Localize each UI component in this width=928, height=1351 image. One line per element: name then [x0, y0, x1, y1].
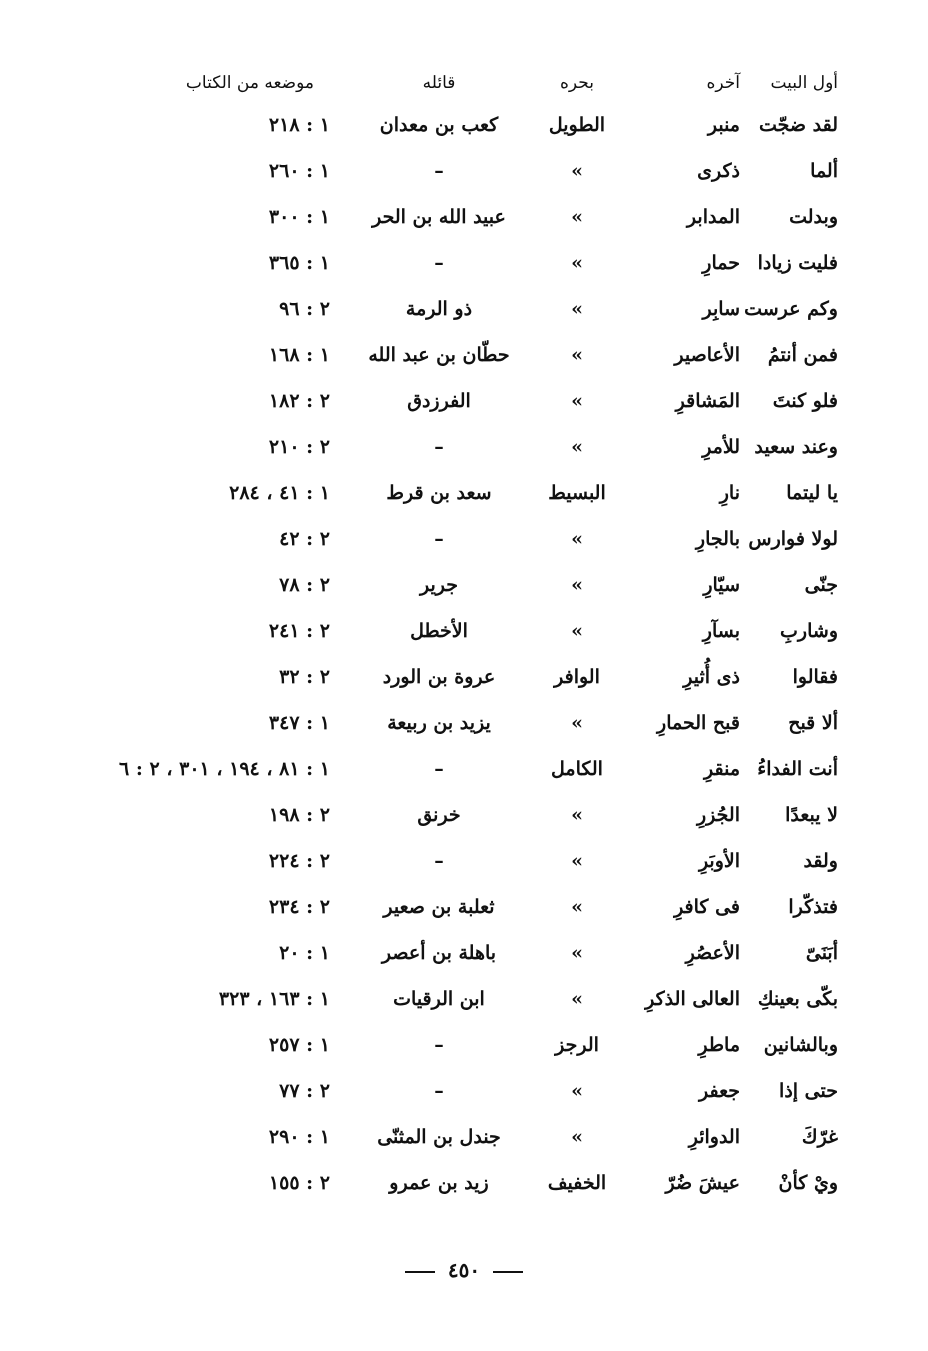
table-row: [48, 1022, 838, 1068]
verse-poet: سعد بن قرط: [386, 482, 492, 504]
verse-poet: عروة بن الورد: [382, 666, 496, 688]
verse-poet: عبيد الله بن الحر: [372, 206, 506, 228]
verse-location: ٢ : ١٩٨: [268, 804, 330, 826]
verse-poet: –: [434, 528, 444, 550]
verse-last-word: ماطرِ: [698, 1034, 740, 1056]
table-row: [48, 194, 838, 240]
verse-location: ٢ : ٧٨: [279, 574, 330, 596]
verse-meter: »: [571, 804, 583, 826]
verse-location: ١ : ٢٩٠: [268, 1126, 330, 1148]
verse-first-word: حتى إذا: [779, 1080, 838, 1102]
verse-last-word: سيّارِ: [703, 574, 740, 596]
verse-location: ١ : ٣٤٧: [268, 712, 330, 734]
verse-poet: ثعلبة بن صعير: [383, 896, 495, 918]
table-row: [48, 148, 838, 194]
verse-last-word: نارِ: [719, 482, 740, 504]
verse-poet: –: [434, 758, 444, 780]
table-row: [48, 516, 838, 562]
verse-poet: –: [434, 1080, 444, 1102]
verse-poet: الفرزدق: [407, 390, 471, 412]
verse-meter: »: [571, 620, 583, 642]
table-row: [48, 286, 838, 332]
page-number-dash: [493, 1271, 523, 1273]
verse-first-word: وبالشانين: [763, 1034, 838, 1056]
table-row: [48, 884, 838, 930]
verse-last-word: الأعاصير: [674, 344, 740, 366]
verse-last-word: الدوائرِ: [688, 1126, 740, 1148]
table-row: [48, 976, 838, 1022]
verse-meter: »: [571, 896, 583, 918]
verse-meter: »: [571, 344, 583, 366]
verse-first-word: فقالوا: [792, 666, 838, 688]
verse-first-word: يا ليتما: [786, 482, 838, 504]
verse-first-word: أنت الفداءُ: [757, 758, 838, 780]
verse-location: ٢ : ٣٢: [279, 666, 330, 688]
verse-last-word: المدابر: [686, 206, 740, 228]
verse-meter: »: [571, 712, 583, 734]
verse-last-word: للأمرِ: [702, 436, 740, 458]
verse-last-word: بالجارِ: [695, 528, 740, 550]
verse-meter: »: [571, 206, 583, 228]
table-row: [48, 102, 838, 148]
verse-location: ٢ : ٤٢: [279, 528, 330, 550]
verse-meter: الكامل: [551, 758, 603, 780]
verse-last-word: عيشَ ضُرّ: [665, 1172, 740, 1194]
verse-first-word: لا يبعدًا: [785, 804, 838, 826]
verse-location: ١ : ٢٠: [279, 942, 330, 964]
verse-last-word: قبح الحمارِ: [657, 712, 740, 734]
verse-first-word: أبَنَىّ: [805, 942, 838, 964]
verse-last-word: بسآرِ: [702, 620, 740, 642]
verse-first-word: وشاربِ: [780, 620, 838, 642]
verse-poet: باهلة بن أعصر: [381, 942, 497, 964]
verse-meter: »: [571, 160, 583, 182]
verse-location: ٢ : ٢٤١: [268, 620, 330, 642]
verse-last-word: الجُزرِ: [697, 804, 740, 826]
verse-last-word: جعفر: [698, 1080, 740, 1102]
verse-location: ١ : ٢١٨: [268, 114, 330, 136]
verse-meter: الرجز: [555, 1034, 599, 1056]
verse-last-word: منقرِ: [703, 758, 740, 780]
verse-meter: »: [571, 390, 583, 412]
verse-location: ٢ : ٢٢٤: [268, 850, 330, 872]
verse-meter: »: [571, 942, 583, 964]
table-row: [48, 332, 838, 378]
verse-location: ٢ : ١٥٥: [268, 1172, 330, 1194]
page-number-text: ٤٥٠: [447, 1258, 481, 1282]
verse-last-word: الأوبَرِ: [698, 850, 740, 872]
verse-location: ١ : ٣٦٥: [268, 252, 330, 274]
verse-meter: »: [571, 298, 583, 320]
header-meter: بحره: [560, 73, 594, 93]
table-body: [48, 102, 838, 1206]
verse-location: ١ : ٤١ ، ٢٨٤: [229, 482, 330, 504]
verse-meter: »: [571, 1080, 583, 1102]
header-last: آخره: [706, 73, 740, 93]
verse-first-word: غرّكَ: [801, 1126, 838, 1148]
table-row: [48, 792, 838, 838]
verse-poet: كعب بن معدان: [379, 114, 499, 136]
verse-meter: »: [571, 850, 583, 872]
verse-poet: –: [434, 252, 444, 274]
verse-last-word: فى كافرِ: [674, 896, 740, 918]
table-row: [48, 700, 838, 746]
verse-first-word: فمن أنتمُ: [767, 344, 838, 366]
verse-index-table: [48, 64, 838, 1206]
verse-last-word: الأعصُرِ: [685, 942, 740, 964]
table-row: [48, 424, 838, 470]
verse-meter: الطويل: [548, 114, 606, 136]
table-row: [48, 930, 838, 976]
page-number: [0, 1258, 928, 1282]
verse-meter: »: [571, 528, 583, 550]
verse-poet: خرنق: [417, 804, 461, 826]
verse-meter: الخفيف: [547, 1172, 607, 1194]
verse-location: ١ : ٨١ ، ١٩٤ ، ٣٠١ ، ٢ : ٦: [119, 758, 330, 780]
header-poet: قائله: [422, 73, 456, 93]
verse-poet: يزيد بن ربيعة: [387, 712, 491, 734]
verse-meter: »: [571, 574, 583, 596]
verse-last-word: حمارِ: [702, 252, 740, 274]
verse-location: ١ : ١٦٣ ، ٣٢٣: [218, 988, 330, 1010]
verse-last-word: سابِر: [702, 298, 740, 320]
table-row: [48, 240, 838, 286]
table-row: [48, 1114, 838, 1160]
table-row: [48, 562, 838, 608]
verse-first-word: وبدلت: [789, 206, 838, 228]
verse-first-word: ألما: [810, 160, 838, 182]
table-row: [48, 378, 838, 424]
table-row: [48, 608, 838, 654]
verse-last-word: العالى الذكرِ: [645, 988, 740, 1010]
verse-first-word: بكّى بعينكِ: [757, 988, 838, 1010]
verse-poet: جرير: [420, 574, 458, 596]
verse-first-word: فلو كنتَ: [772, 390, 838, 412]
header-first: أول البيت: [770, 73, 838, 93]
verse-poet: –: [434, 436, 444, 458]
verse-meter: »: [571, 1126, 583, 1148]
verse-location: ٢ : ١٨٢: [268, 390, 330, 412]
table-row: [48, 1068, 838, 1114]
verse-location: ٢ : ٩٦: [279, 298, 330, 320]
verse-first-word: وكم عرست: [744, 298, 838, 320]
verse-last-word: المَشاقرِ: [675, 390, 740, 412]
table-row: [48, 470, 838, 516]
verse-meter: الوافر: [554, 666, 600, 688]
verse-location: ٢ : ٧٧: [279, 1080, 330, 1102]
verse-meter: »: [571, 436, 583, 458]
table-header: [48, 64, 838, 102]
header-location: موضعه من الكتاب: [185, 73, 314, 93]
table-row: [48, 654, 838, 700]
verse-poet: –: [434, 160, 444, 182]
verse-poet: –: [434, 1034, 444, 1056]
table-row: [48, 1160, 838, 1206]
verse-poet: ابن الرقيات: [393, 988, 485, 1010]
verse-last-word: ذكرى: [697, 160, 740, 182]
verse-first-word: لولا فوارس: [748, 528, 838, 550]
verse-poet: جندل بن المثنّى: [377, 1126, 501, 1148]
verse-location: ٢ : ٢٣٤: [268, 896, 330, 918]
verse-meter: البسيط: [548, 482, 606, 504]
verse-meter: »: [571, 252, 583, 274]
verse-first-word: فليت زيادا: [757, 252, 838, 274]
verse-first-word: ولقد: [803, 850, 838, 872]
verse-poet: الأخطل: [410, 620, 468, 642]
verse-location: ١ : ٢٥٧: [268, 1034, 330, 1056]
verse-location: ١ : ٣٠٠: [268, 206, 330, 228]
verse-meter: »: [571, 988, 583, 1010]
verse-first-word: فتذكّرا: [788, 896, 838, 918]
verse-first-word: ويْ كأنْ: [778, 1172, 838, 1194]
verse-first-word: لقد ضجّت: [758, 114, 838, 136]
verse-poet: زيد بن عمرو: [389, 1172, 489, 1194]
verse-poet: ذو الرمة: [405, 298, 473, 320]
table-row: [48, 838, 838, 884]
verse-location: ١ : ٢٦٠: [268, 160, 330, 182]
verse-first-word: ألا قبح: [788, 712, 838, 734]
verse-last-word: منبر: [707, 114, 740, 136]
verse-last-word: ذى أُثيرِ: [683, 666, 740, 688]
verse-first-word: جنّى: [804, 574, 838, 596]
verse-first-word: وعند سعيد: [754, 436, 838, 458]
table-row: [48, 746, 838, 792]
page-number-dash: [405, 1271, 435, 1273]
verse-location: ٢ : ٢١٠: [268, 436, 330, 458]
verse-poet: حطّان بن عبد الله: [368, 344, 510, 366]
verse-location: ١ : ١٦٨: [268, 344, 330, 366]
verse-poet: –: [434, 850, 444, 872]
